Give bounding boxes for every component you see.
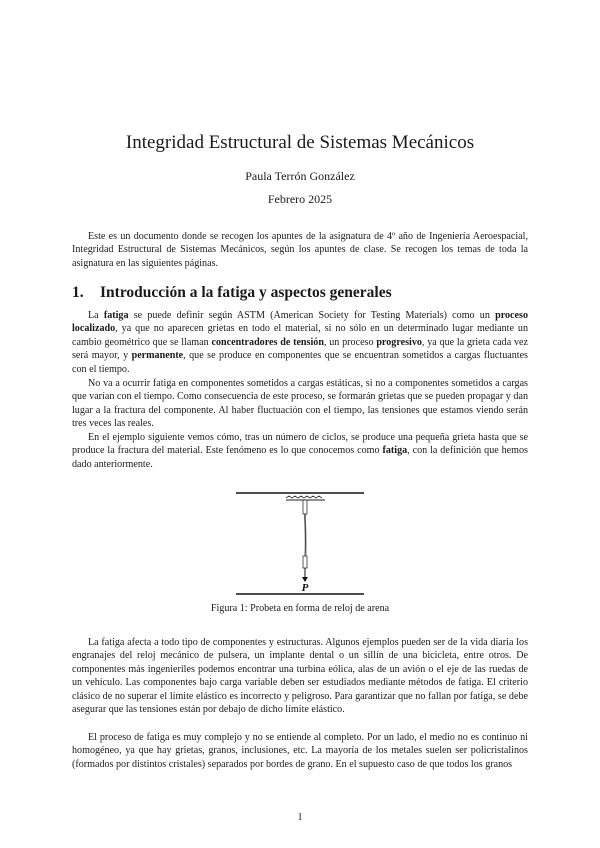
bold-term: progresivo <box>376 336 422 348</box>
specimen-diagram <box>236 492 364 596</box>
text-run: , ya que la grieta cada vez será mayor, y <box>72 336 528 362</box>
figure-background <box>236 492 364 596</box>
paragraph-static-loads: No va a ocurrir fatiga en componentes sometidos a cargas estáticas, si no a componentes sometidos a cargas que varían con el tiempo. Como consecuencia de este proceso, se formarán grietas que se pueden propagar y dan lugar a la fractura del componente. Al haber fluctuación con el tiempo, las tensiones que estamos viendo serán tres veces las reales. <box>72 378 528 430</box>
abstract-paragraph: Este es un documento donde se recogen los apuntes de la asignatura de 4º año de Ingeniería Aeroespacial, Integridad Estructural de Sistemas Mecánicos, según los apuntes de clase. Se recogen los temas de toda la asignatura en las siguientes páginas. <box>72 231 528 269</box>
paragraph-fatigue-definition <box>72 309 528 376</box>
document-title: Integridad Estructural de Sistemas Mecánicos <box>125 132 475 153</box>
text-run: , un proceso <box>323 336 377 348</box>
text-run: se puede definir según ASTM (American Society for Testing Materials) como un <box>128 310 496 321</box>
text-run: , que se produce en componentes que se encuentran sometidos a cargas fluctuantes con el tiempo. <box>72 350 528 375</box>
text-run: , ya que no aparecen grietas en todo el material, si no sólo en un determinado lugar mediante un cambio geométrico que se llaman <box>72 323 528 348</box>
bold-term: proceso localizado <box>72 310 528 335</box>
figure-specimen <box>236 492 364 596</box>
section-heading <box>72 284 392 302</box>
section-title: Introducción a la fatiga y aspectos generales <box>100 284 392 301</box>
bold-term: fatiga <box>382 445 408 457</box>
bold-term: fatiga <box>103 310 129 321</box>
document-author: Paula Terrón González <box>245 169 355 183</box>
text-run: En el ejemplo siguiente vemos cómo, tras un número de ciclos, se produce una pequeña grieta hasta que se produce la fractura del material. Este fenómeno es lo que conocemos como <box>72 432 528 457</box>
load-label: P <box>301 582 309 594</box>
text-run: , con la definición que hemos dado anteriormente. <box>72 445 528 470</box>
paragraph-process: El proceso de fatiga es muy complejo y no se entiende al completo. Por un lado, el medio no es continuo ni homogéneo, ya que hay grietas, granos, inclusiones, etc. La mayoría de los metales suelen ser policristalinos (formados por distintos cristales) separados por bordes de grano. En el supuesto caso de que todos los granos <box>72 732 528 770</box>
section-number: 1. <box>72 284 84 301</box>
paragraph-example <box>72 431 528 471</box>
bold-term: concentradores de tensión <box>211 336 324 348</box>
page-number: 1 <box>297 812 303 823</box>
text-run: La <box>88 310 104 321</box>
bold-term: permanente <box>131 350 184 362</box>
document-date: Febrero 2025 <box>267 192 333 206</box>
paragraph-examples: La fatiga afecta a todo tipo de componentes y estructuras. Algunos ejemplos pueden ser de la vida diaria los engranajes del reloj mecánico de pulsera, un implante dental o un sillín de una bicicleta, entre otros. De componentes más ingenieriles podemos encontrar una turbina eólica, alas de un avión o el eje de las ruedas de un vehículo. Las componentes bajo carga variable deben ser estudiados mediante métodos de fatiga. El criterio clásico de no superar el límite elástico es incorrecto y peligroso. Para garantizar que no fallan por fatiga, se debe asegurar que las tensiones están por debajo de dicho límite elástico. <box>72 637 528 716</box>
figure-caption: Figura 1: Probeta en forma de reloj de arena <box>210 603 390 614</box>
